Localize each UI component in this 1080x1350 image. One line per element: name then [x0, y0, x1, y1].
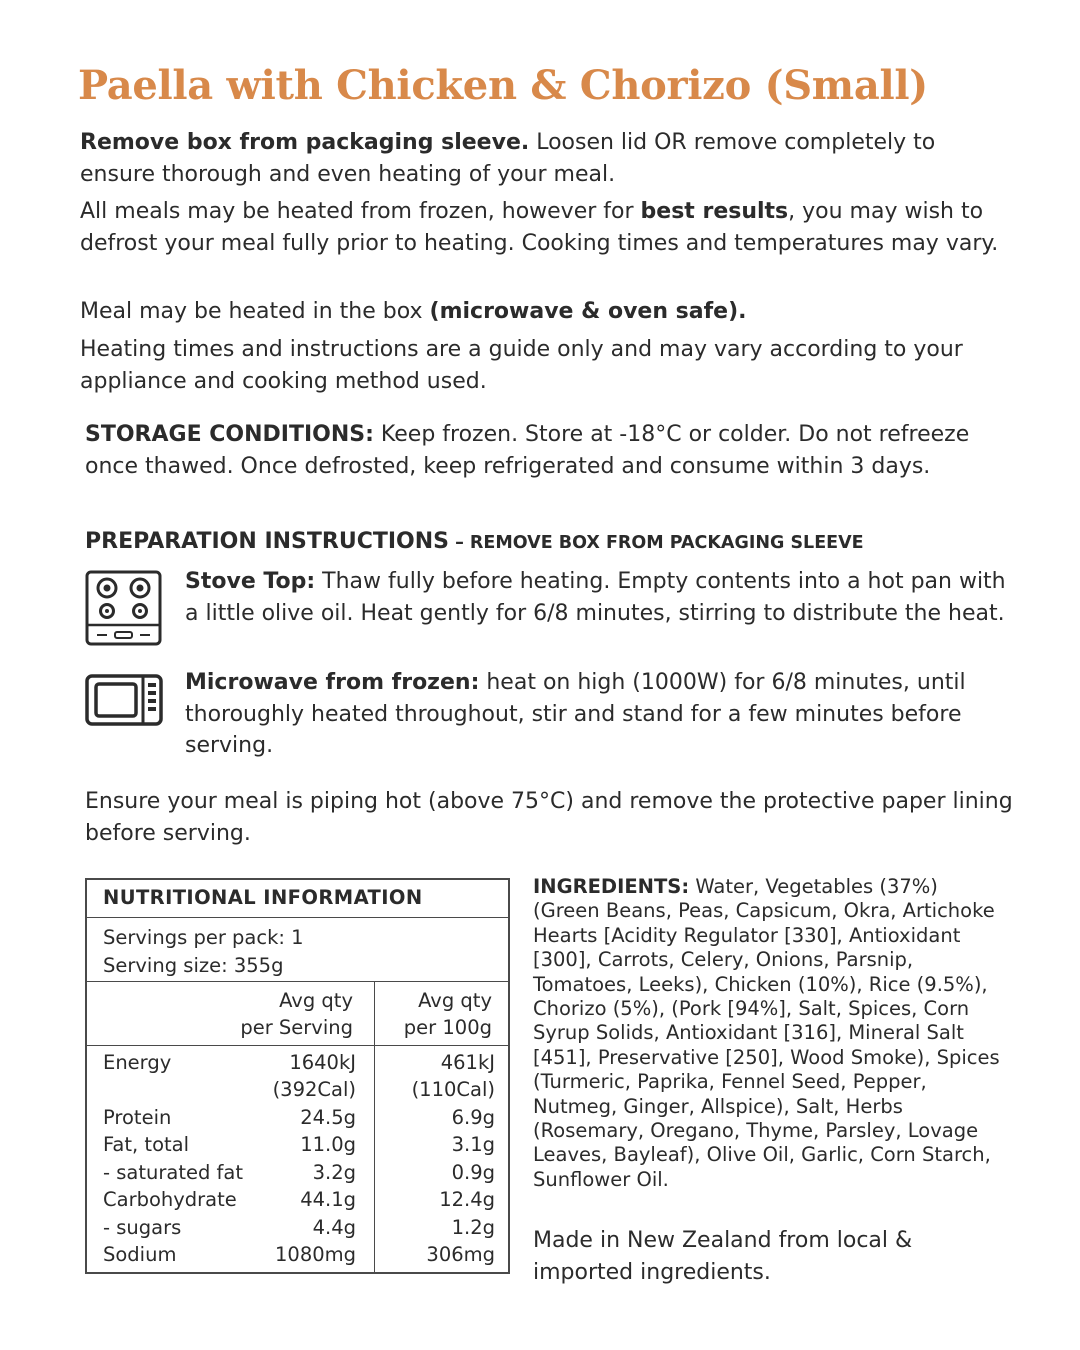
intro-paragraph-4: Heating times and instructions are a guide only and may vary according to your appliance and cooking method used.: [80, 337, 963, 394]
product-title: Paella with Chicken & Chorizo (Small): [78, 62, 928, 109]
nutrition-table: [85, 878, 510, 1274]
column-header-per-serving: Avg qty per Serving: [240, 989, 353, 1039]
intro-paragraph-3: Meal may be heated in the box (microwave & oven safe).: [80, 299, 747, 324]
serving-note: Ensure your meal is piping hot (above 75°C) and remove the protective paper lining before serving.: [85, 789, 1013, 846]
preparation-heading: PREPARATION INSTRUCTIONS – REMOVE BOX FROM PACKAGING SLEEVE: [85, 529, 864, 554]
origin-statement: Made in New Zealand from local & imported ingredients.: [533, 1228, 913, 1285]
column-header-per-100g: Avg qty per 100g: [403, 989, 492, 1039]
microwave-instructions: Microwave from frozen: heat on high (1000W) for 6/8 minutes, until thoroughly heated throughout, stir and stand for a few minutes before serving.: [185, 670, 966, 758]
table-row: - sugars 4.4g 1.2g: [103, 1216, 495, 1239]
microwave-icon: [85, 674, 163, 726]
table-row: Fat, total 11.0g 3.1g: [103, 1133, 495, 1156]
servings-per-pack: Servings per pack: 1: [103, 926, 304, 949]
intro-paragraph-1: Remove box from packaging sleeve. Loosen lid OR remove completely to ensure thorough and even heating of your meal.: [80, 130, 936, 187]
table-row: Sodium 1080mg 306mg: [103, 1243, 495, 1266]
nutrition-header: NUTRITIONAL INFORMATION: [87, 880, 508, 918]
stove-top-instructions: Stove Top: Thaw fully before heating. Empty contents into a hot pan with a little olive oil. Heat gently for 6/8 minutes, stirring to distribute the heat.: [185, 569, 1006, 626]
table-row: - saturated fat 3.2g 0.9g: [103, 1161, 495, 1184]
ingredients-list: INGREDIENTS: Water, Vegetables (37%) (Green Beans, Peas, Capsicum, Okra, Artichoke Hearts [Acidity Regulator [330], Antioxidant [300], Carrots, Celery, Onions, Parsnip, Tomatoes, Leeks), Chicken (10%), Rice (9.5%), Chorizo (5%), (Pork [94%], Salt, Spices, Corn Syrup Solids, Antioxidant [316], Mineral Salt [451], Preservative [250], Wood Smoke), Spices (Turmeric, Paprika, Fennel Seed, Pepper, Nutmeg, Ginger, Allspice), Salt, Herbs (Rosemary, Oregano, Thyme, Parsley, Lovage Leaves, Bayleaf), Olive Oil, Garlic, Corn Starch, Sunflower Oil.: [533, 875, 1000, 1191]
stove-top-icon: [85, 570, 162, 648]
table-row: Energy 1640kJ 461kJ: [103, 1051, 495, 1074]
intro-paragraph-2: All meals may be heated from frozen, however for best results, you may wish to defrost your meal fully prior to heating. Cooking times and temperatures may vary.: [80, 199, 999, 256]
storage-conditions: STORAGE CONDITIONS: Keep frozen. Store at -18°C or colder. Do not refreeze once thawed. Once defrosted, keep refrigerated and consume within 3 days.: [85, 422, 970, 479]
serving-info: [103, 924, 304, 980]
table-row: Protein 24.5g 6.9g: [103, 1106, 495, 1129]
serving-size: Serving size: 355g: [103, 954, 284, 977]
divider: [87, 1045, 508, 1046]
table-row: Carbohydrate 44.1g 12.4g: [103, 1188, 495, 1211]
table-row: (392Cal) (110Cal): [272, 1078, 495, 1101]
divider: [87, 981, 508, 982]
